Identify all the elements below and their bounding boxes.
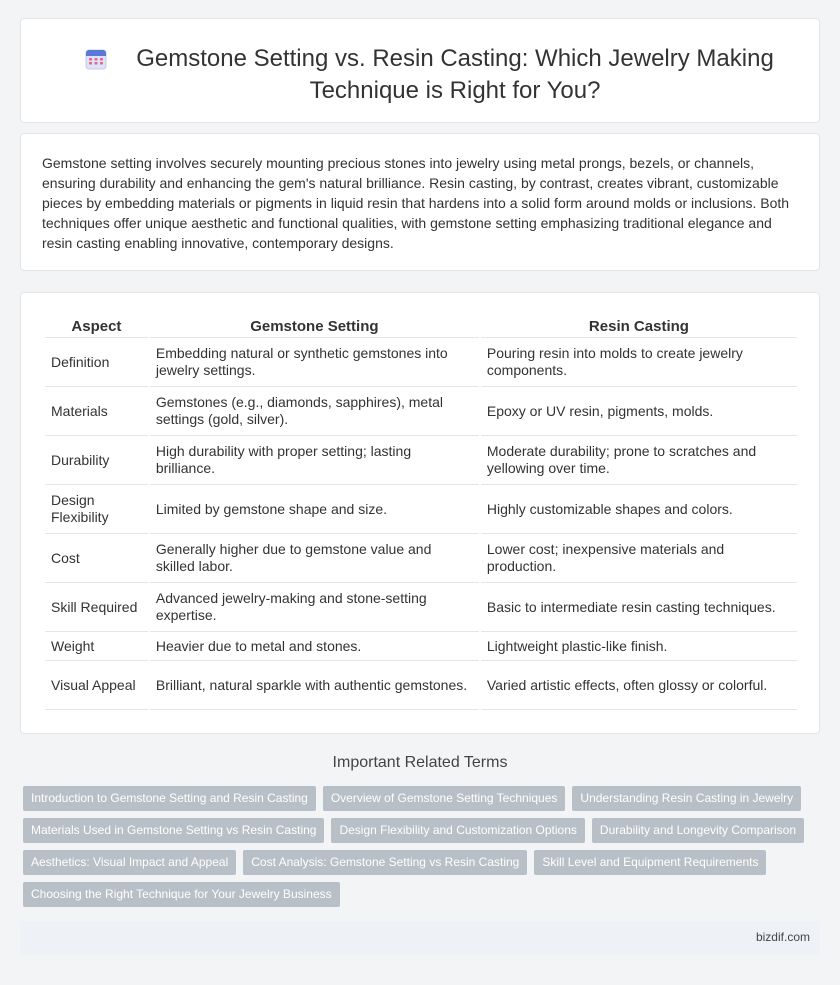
page-title: Gemstone Setting vs. Resin Casting: Which Jewelry Making Technique is Right for You? xyxy=(136,45,774,104)
footer-site[interactable]: bizdif.com xyxy=(755,930,810,944)
row-aspect: Design Flexibility xyxy=(45,485,148,534)
row-gemstone: High durability with proper setting; lasting brilliance. xyxy=(150,436,479,485)
table-row xyxy=(45,436,797,485)
related-term-tag[interactable]: Choosing the Right Technique for Your Jewelry Business xyxy=(23,882,340,907)
row-aspect: Weight xyxy=(45,632,148,661)
row-resin: Highly customizable shapes and colors. xyxy=(481,485,797,534)
row-aspect: Visual Appeal xyxy=(45,661,148,710)
calendar-icon xyxy=(84,47,108,71)
row-aspect: Materials xyxy=(45,387,148,436)
comparison-card xyxy=(20,292,820,734)
header-card xyxy=(20,18,820,123)
row-gemstone: Generally higher due to gemstone value and skilled labor. xyxy=(150,534,479,583)
row-resin: Varied artistic effects, often glossy or colorful. xyxy=(481,661,797,710)
related-terms-list xyxy=(23,786,813,907)
table-row xyxy=(45,485,797,534)
table-row xyxy=(45,387,797,436)
comparison-table xyxy=(43,311,799,710)
related-term-tag[interactable]: Design Flexibility and Customization Options xyxy=(331,818,584,843)
table-header-row xyxy=(45,311,797,338)
row-gemstone: Heavier due to metal and stones. xyxy=(150,632,479,661)
row-resin: Moderate durability; prone to scratches and yellowing over time. xyxy=(481,436,797,485)
row-resin: Pouring resin into molds to create jewelry components. xyxy=(481,338,797,387)
related-term-tag[interactable]: Durability and Longevity Comparison xyxy=(592,818,804,843)
row-resin: Basic to intermediate resin casting techniques. xyxy=(481,583,797,632)
footer xyxy=(20,921,820,955)
table-row xyxy=(45,661,797,710)
row-aspect: Skill Required xyxy=(45,583,148,632)
header-aspect: Aspect xyxy=(45,311,148,338)
row-aspect: Definition xyxy=(45,338,148,387)
related-term-tag[interactable]: Understanding Resin Casting in Jewelry xyxy=(572,786,801,811)
table-row xyxy=(45,338,797,387)
row-gemstone: Advanced jewelry-making and stone-setting expertise. xyxy=(150,583,479,632)
related-term-tag[interactable]: Introduction to Gemstone Setting and Resin Casting xyxy=(23,786,316,811)
related-term-tag[interactable]: Cost Analysis: Gemstone Setting vs Resin Casting xyxy=(243,850,527,875)
header-gemstone-setting: Gemstone Setting xyxy=(150,311,479,338)
related-term-tag[interactable]: Aesthetics: Visual Impact and Appeal xyxy=(23,850,236,875)
table-row xyxy=(45,632,797,661)
related-term-tag[interactable]: Materials Used in Gemstone Setting vs Resin Casting xyxy=(23,818,324,843)
table-row xyxy=(45,583,797,632)
row-gemstone: Embedding natural or synthetic gemstones into jewelry settings. xyxy=(150,338,479,387)
row-resin: Lightweight plastic-like finish. xyxy=(481,632,797,661)
row-gemstone: Gemstones (e.g., diamonds, sapphires), metal settings (gold, silver). xyxy=(150,387,479,436)
intro-paragraph: Gemstone setting involves securely mounting precious stones into jewelry using metal prongs, bezels, or channels, ensuring durability and enhancing the gem's natural brilliance. Resin casting, by contrast, creates vibrant, customizable pieces by embedding materials or pigments in liquid resin that hardens into a solid form around molds or inclusions. Both techniques offer unique aesthetic and functional qualities, with gemstone setting emphasizing traditional elegance and resin casting enabling innovative, contemporary designs. xyxy=(42,155,790,251)
row-gemstone: Brilliant, natural sparkle with authentic gemstones. xyxy=(150,661,479,710)
intro-card xyxy=(20,133,820,271)
related-terms-title: Important Related Terms xyxy=(332,754,508,771)
related-term-tag[interactable]: Skill Level and Equipment Requirements xyxy=(534,850,766,875)
related-term-tag[interactable]: Overview of Gemstone Setting Techniques xyxy=(323,786,566,811)
table-row xyxy=(45,534,797,583)
row-aspect: Cost xyxy=(45,534,148,583)
header-resin-casting: Resin Casting xyxy=(481,311,797,338)
row-aspect: Durability xyxy=(45,436,148,485)
row-resin: Lower cost; inexpensive materials and production. xyxy=(481,534,797,583)
row-resin: Epoxy or UV resin, pigments, molds. xyxy=(481,387,797,436)
row-gemstone: Limited by gemstone shape and size. xyxy=(150,485,479,534)
